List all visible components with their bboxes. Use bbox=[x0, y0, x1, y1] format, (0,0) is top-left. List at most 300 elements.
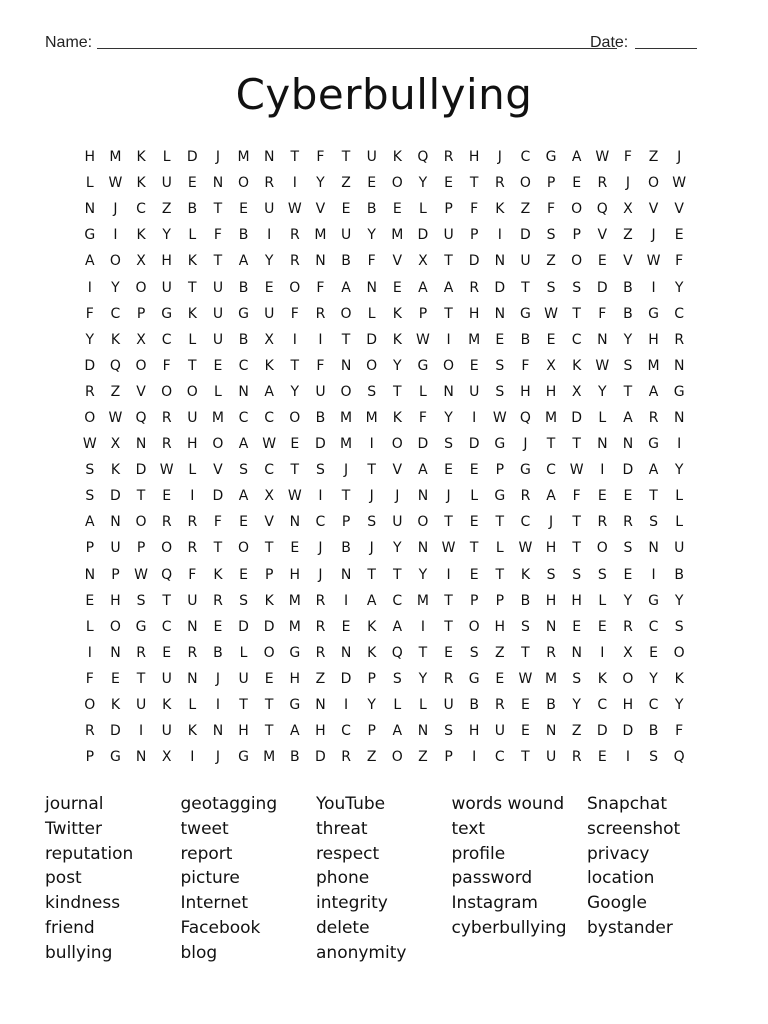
grid-cell[interactable]: I bbox=[472, 409, 477, 426]
grid-cell[interactable]: E bbox=[213, 618, 223, 635]
grid-cell[interactable]: H bbox=[187, 436, 198, 453]
grid-cell[interactable]: V bbox=[623, 253, 633, 270]
grid-cell[interactable]: U bbox=[494, 723, 505, 740]
grid-cell[interactable]: P bbox=[85, 540, 95, 557]
grid-cell[interactable]: N bbox=[238, 383, 249, 400]
grid-cell[interactable]: R bbox=[623, 514, 633, 531]
grid-cell[interactable]: M bbox=[340, 409, 353, 426]
grid-cell[interactable]: S bbox=[367, 383, 377, 400]
grid-cell[interactable]: N bbox=[135, 749, 147, 766]
grid-cell[interactable]: N bbox=[263, 149, 275, 166]
grid-cell[interactable]: N bbox=[673, 357, 685, 374]
grid-cell[interactable]: J bbox=[215, 670, 220, 687]
grid-cell[interactable]: T bbox=[572, 540, 581, 557]
grid-cell[interactable]: F bbox=[316, 149, 325, 166]
grid-cell[interactable]: M bbox=[545, 670, 558, 687]
grid-cell[interactable]: Y bbox=[623, 592, 633, 609]
grid-cell[interactable]: P bbox=[546, 175, 556, 192]
grid-cell[interactable]: B bbox=[623, 279, 633, 296]
grid-cell[interactable]: B bbox=[623, 305, 633, 322]
grid-cell[interactable]: C bbox=[546, 462, 556, 479]
grid-cell[interactable]: I bbox=[138, 723, 144, 740]
grid-cell[interactable]: S bbox=[239, 592, 248, 609]
grid-cell[interactable]: K bbox=[110, 697, 121, 714]
grid-cell[interactable]: E bbox=[111, 670, 120, 687]
grid-cell[interactable]: E bbox=[264, 670, 274, 687]
grid-cell[interactable]: E bbox=[469, 357, 479, 374]
grid-cell[interactable]: Y bbox=[674, 592, 684, 609]
grid-cell[interactable]: F bbox=[675, 723, 684, 740]
grid-cell[interactable]: R bbox=[84, 383, 95, 400]
grid-cell[interactable]: N bbox=[366, 279, 377, 296]
grid-cell[interactable]: F bbox=[213, 514, 222, 531]
grid-cell[interactable]: L bbox=[85, 618, 94, 635]
grid-cell[interactable]: O bbox=[109, 253, 121, 270]
grid-cell[interactable]: G bbox=[238, 305, 249, 322]
grid-cell[interactable]: N bbox=[622, 436, 634, 453]
grid-cell[interactable]: O bbox=[161, 383, 173, 400]
grid-cell[interactable]: U bbox=[110, 540, 121, 557]
grid-cell[interactable]: R bbox=[571, 749, 582, 766]
grid-cell[interactable]: Y bbox=[418, 566, 428, 583]
grid-cell[interactable]: Y bbox=[162, 227, 171, 244]
grid-cell[interactable]: K bbox=[674, 670, 684, 687]
grid-cell[interactable]: E bbox=[495, 331, 505, 348]
grid-cell[interactable]: Y bbox=[674, 279, 684, 296]
grid-cell[interactable]: N bbox=[417, 723, 429, 740]
grid-cell[interactable]: J bbox=[369, 540, 374, 557]
grid-cell[interactable]: S bbox=[623, 540, 633, 557]
grid-cell[interactable]: S bbox=[392, 670, 402, 687]
grid-cell[interactable]: E bbox=[85, 592, 95, 609]
grid-cell[interactable]: H bbox=[545, 540, 557, 557]
grid-cell[interactable]: X bbox=[136, 331, 146, 348]
grid-cell[interactable]: O bbox=[391, 175, 403, 192]
grid-cell[interactable]: C bbox=[136, 201, 146, 218]
grid-cell[interactable]: Z bbox=[315, 670, 326, 687]
grid-cell[interactable]: J bbox=[318, 566, 323, 583]
grid-cell[interactable]: N bbox=[84, 201, 96, 218]
grid-cell[interactable]: O bbox=[212, 436, 224, 453]
grid-cell[interactable]: C bbox=[648, 618, 659, 635]
grid-cell[interactable]: U bbox=[135, 697, 147, 714]
grid-cell[interactable]: E bbox=[239, 201, 248, 218]
grid-cell[interactable]: U bbox=[443, 227, 454, 244]
grid-cell[interactable]: O bbox=[443, 357, 455, 374]
grid-cell[interactable]: R bbox=[187, 644, 198, 661]
grid-cell[interactable]: C bbox=[520, 514, 531, 531]
grid-cell[interactable]: X bbox=[161, 749, 172, 766]
grid-cell[interactable]: T bbox=[495, 514, 505, 531]
grid-cell[interactable]: N bbox=[289, 514, 301, 531]
grid-cell[interactable]: E bbox=[495, 670, 505, 687]
grid-cell[interactable]: D bbox=[622, 723, 634, 740]
grid-cell[interactable]: B bbox=[290, 749, 300, 766]
grid-cell[interactable]: B bbox=[674, 566, 684, 583]
grid-cell[interactable]: N bbox=[110, 514, 121, 531]
grid-cell[interactable]: W bbox=[569, 462, 584, 479]
grid-cell[interactable]: G bbox=[648, 436, 659, 453]
grid-cell[interactable]: A bbox=[85, 514, 95, 531]
grid-cell[interactable]: I bbox=[651, 566, 656, 583]
grid-cell[interactable]: I bbox=[113, 227, 118, 244]
grid-cell[interactable]: L bbox=[675, 514, 684, 531]
grid-cell[interactable]: H bbox=[110, 592, 121, 609]
grid-cell[interactable]: A bbox=[571, 149, 582, 166]
grid-cell[interactable]: N bbox=[340, 644, 352, 661]
grid-cell[interactable]: E bbox=[623, 488, 633, 505]
grid-cell[interactable]: G bbox=[494, 436, 506, 453]
grid-cell[interactable]: T bbox=[341, 149, 351, 166]
grid-cell[interactable]: E bbox=[444, 462, 453, 479]
grid-cell[interactable]: T bbox=[136, 670, 146, 687]
grid-cell[interactable]: W bbox=[287, 488, 302, 505]
grid-cell[interactable]: G bbox=[289, 644, 301, 661]
grid-cell[interactable]: E bbox=[239, 566, 248, 583]
grid-cell[interactable]: T bbox=[341, 331, 351, 348]
grid-cell[interactable]: E bbox=[213, 357, 223, 374]
grid-cell[interactable]: V bbox=[213, 462, 223, 479]
grid-cell[interactable]: H bbox=[238, 723, 249, 740]
grid-cell[interactable]: Y bbox=[623, 331, 633, 348]
grid-cell[interactable]: S bbox=[623, 357, 633, 374]
grid-cell[interactable]: T bbox=[418, 644, 428, 661]
grid-cell[interactable]: O bbox=[340, 383, 352, 400]
grid-cell[interactable]: R bbox=[520, 488, 531, 505]
grid-cell[interactable]: R bbox=[648, 409, 659, 426]
grid-cell[interactable]: C bbox=[315, 514, 326, 531]
grid-cell[interactable]: K bbox=[572, 357, 582, 374]
grid-cell[interactable]: T bbox=[188, 279, 197, 296]
grid-cell[interactable]: T bbox=[495, 566, 505, 583]
grid-cell[interactable]: D bbox=[110, 723, 121, 740]
grid-cell[interactable]: D bbox=[622, 462, 634, 479]
grid-cell[interactable]: B bbox=[520, 592, 531, 609]
grid-cell[interactable]: P bbox=[469, 227, 479, 244]
grid-cell[interactable]: X bbox=[264, 488, 274, 505]
grid-cell[interactable]: B bbox=[366, 201, 377, 218]
grid-cell[interactable]: S bbox=[597, 566, 607, 583]
grid-cell[interactable]: H bbox=[315, 723, 326, 740]
grid-cell[interactable]: D bbox=[110, 488, 121, 505]
grid-cell[interactable]: M bbox=[391, 227, 404, 244]
grid-cell[interactable]: I bbox=[420, 618, 425, 635]
grid-cell[interactable]: J bbox=[523, 436, 528, 453]
grid-cell[interactable]: D bbox=[340, 670, 352, 687]
grid-cell[interactable]: C bbox=[571, 331, 582, 348]
grid-cell[interactable]: Y bbox=[393, 357, 402, 374]
grid-cell[interactable]: Z bbox=[341, 175, 351, 192]
grid-cell[interactable]: T bbox=[188, 357, 197, 374]
grid-cell[interactable]: X bbox=[571, 383, 582, 400]
grid-cell[interactable]: K bbox=[520, 566, 531, 583]
grid-cell[interactable]: W bbox=[134, 566, 148, 583]
grid-cell[interactable]: T bbox=[239, 697, 248, 714]
grid-cell[interactable]: L bbox=[188, 227, 197, 244]
grid-cell[interactable]: R bbox=[597, 514, 608, 531]
grid-cell[interactable]: Z bbox=[546, 253, 556, 270]
grid-cell[interactable]: C bbox=[392, 592, 403, 609]
grid-cell[interactable]: L bbox=[598, 409, 607, 426]
grid-cell[interactable]: T bbox=[649, 488, 658, 505]
grid-cell[interactable]: O bbox=[84, 697, 96, 714]
grid-cell[interactable]: P bbox=[367, 670, 376, 687]
grid-cell[interactable]: M bbox=[211, 409, 224, 426]
grid-cell[interactable]: A bbox=[392, 723, 403, 740]
grid-cell[interactable]: I bbox=[677, 436, 682, 453]
grid-cell[interactable]: P bbox=[341, 514, 351, 531]
grid-cell[interactable]: U bbox=[443, 697, 454, 714]
grid-cell[interactable]: A bbox=[546, 488, 556, 505]
grid-cell[interactable]: S bbox=[444, 723, 453, 740]
grid-cell[interactable]: U bbox=[392, 514, 403, 531]
grid-cell[interactable]: G bbox=[84, 227, 96, 244]
grid-cell[interactable]: Q bbox=[135, 409, 147, 426]
grid-cell[interactable]: Z bbox=[520, 201, 531, 218]
grid-cell[interactable]: Y bbox=[418, 670, 428, 687]
grid-cell[interactable]: V bbox=[392, 462, 403, 479]
grid-cell[interactable]: J bbox=[369, 488, 374, 505]
grid-cell[interactable]: X bbox=[623, 201, 633, 218]
grid-cell[interactable]: E bbox=[546, 331, 556, 348]
grid-cell[interactable]: M bbox=[468, 331, 481, 348]
grid-cell[interactable]: E bbox=[674, 227, 684, 244]
grid-cell[interactable]: S bbox=[367, 514, 377, 531]
grid-cell[interactable]: M bbox=[340, 436, 353, 453]
grid-cell[interactable]: B bbox=[213, 644, 223, 661]
grid-cell[interactable]: G bbox=[520, 305, 531, 322]
grid-cell[interactable]: N bbox=[187, 670, 198, 687]
grid-cell[interactable]: U bbox=[264, 305, 275, 322]
grid-cell[interactable]: G bbox=[161, 305, 173, 322]
grid-cell[interactable]: L bbox=[367, 305, 376, 322]
grid-cell[interactable]: U bbox=[545, 749, 557, 766]
grid-cell[interactable]: R bbox=[315, 644, 326, 661]
grid-cell[interactable]: T bbox=[444, 618, 453, 635]
grid-cell[interactable]: E bbox=[341, 618, 351, 635]
grid-cell[interactable]: Y bbox=[264, 253, 274, 270]
grid-cell[interactable]: S bbox=[649, 749, 658, 766]
grid-cell[interactable]: O bbox=[135, 279, 147, 296]
grid-cell[interactable]: T bbox=[521, 644, 530, 661]
grid-cell[interactable]: L bbox=[188, 331, 197, 348]
grid-cell[interactable]: Y bbox=[367, 697, 376, 714]
grid-cell[interactable]: L bbox=[239, 644, 248, 661]
grid-cell[interactable]: S bbox=[85, 462, 95, 479]
grid-cell[interactable]: O bbox=[340, 305, 352, 322]
grid-cell[interactable]: H bbox=[494, 618, 506, 635]
grid-cell[interactable]: L bbox=[419, 697, 427, 714]
grid-cell[interactable]: A bbox=[648, 462, 659, 479]
grid-cell[interactable]: F bbox=[675, 253, 684, 270]
grid-cell[interactable]: D bbox=[315, 749, 326, 766]
grid-cell[interactable]: H bbox=[648, 331, 659, 348]
grid-cell[interactable]: O bbox=[238, 175, 250, 192]
grid-cell[interactable]: D bbox=[186, 149, 198, 166]
grid-cell[interactable]: O bbox=[186, 383, 198, 400]
grid-cell[interactable]: E bbox=[597, 488, 607, 505]
grid-cell[interactable]: H bbox=[468, 149, 480, 166]
grid-cell[interactable]: J bbox=[215, 149, 220, 166]
grid-cell[interactable]: Y bbox=[290, 383, 300, 400]
grid-cell[interactable]: I bbox=[87, 644, 92, 661]
grid-cell[interactable]: O bbox=[596, 540, 608, 557]
grid-cell[interactable]: T bbox=[290, 462, 300, 479]
grid-cell[interactable]: E bbox=[623, 566, 633, 583]
grid-cell[interactable]: N bbox=[494, 305, 506, 322]
grid-cell[interactable]: Z bbox=[366, 749, 377, 766]
grid-cell[interactable]: G bbox=[289, 697, 301, 714]
grid-cell[interactable]: O bbox=[417, 514, 429, 531]
grid-cell[interactable]: R bbox=[443, 149, 454, 166]
grid-cell[interactable]: C bbox=[161, 331, 172, 348]
grid-cell[interactable]: K bbox=[110, 331, 121, 348]
grid-cell[interactable]: Y bbox=[111, 279, 120, 296]
grid-cell[interactable]: I bbox=[343, 592, 349, 609]
grid-cell[interactable]: N bbox=[212, 175, 224, 192]
grid-cell[interactable]: R bbox=[84, 723, 95, 740]
grid-cell[interactable]: K bbox=[367, 618, 377, 635]
grid-cell[interactable]: N bbox=[212, 723, 224, 740]
grid-cell[interactable]: T bbox=[393, 383, 402, 400]
grid-cell[interactable]: V bbox=[597, 227, 608, 244]
grid-cell[interactable]: B bbox=[469, 697, 479, 714]
grid-cell[interactable]: N bbox=[110, 644, 121, 661]
grid-cell[interactable]: U bbox=[340, 227, 352, 244]
grid-cell[interactable]: I bbox=[446, 566, 451, 583]
grid-cell[interactable]: J bbox=[318, 540, 323, 557]
grid-cell[interactable]: O bbox=[673, 644, 685, 661]
grid-cell[interactable]: L bbox=[470, 488, 479, 505]
grid-cell[interactable]: R bbox=[315, 305, 326, 322]
grid-cell[interactable]: L bbox=[419, 383, 427, 400]
grid-cell[interactable]: P bbox=[136, 305, 146, 322]
grid-cell[interactable]: I bbox=[215, 697, 220, 714]
grid-cell[interactable]: W bbox=[595, 357, 610, 374]
grid-cell[interactable]: W bbox=[416, 331, 430, 348]
grid-cell[interactable]: D bbox=[366, 331, 378, 348]
grid-cell[interactable]: N bbox=[84, 566, 96, 583]
grid-cell[interactable]: L bbox=[495, 540, 504, 557]
grid-cell[interactable]: C bbox=[238, 409, 249, 426]
grid-cell[interactable]: W bbox=[518, 670, 533, 687]
grid-cell[interactable]: X bbox=[110, 436, 121, 453]
grid-cell[interactable]: T bbox=[521, 749, 530, 766]
grid-cell[interactable]: K bbox=[187, 305, 197, 322]
grid-cell[interactable]: J bbox=[548, 514, 554, 531]
name-line[interactable] bbox=[97, 48, 617, 49]
grid-cell[interactable]: S bbox=[674, 618, 684, 635]
grid-cell[interactable]: B bbox=[238, 279, 249, 296]
grid-cell[interactable]: D bbox=[212, 488, 224, 505]
grid-cell[interactable]: L bbox=[214, 383, 222, 400]
grid-cell[interactable]: I bbox=[318, 331, 323, 348]
grid-cell[interactable]: S bbox=[520, 618, 530, 635]
grid-cell[interactable]: F bbox=[623, 149, 632, 166]
grid-cell[interactable]: N bbox=[340, 357, 352, 374]
grid-cell[interactable]: U bbox=[161, 670, 172, 687]
grid-cell[interactable]: W bbox=[108, 409, 123, 426]
grid-cell[interactable]: Z bbox=[495, 644, 505, 661]
grid-cell[interactable]: E bbox=[597, 253, 607, 270]
grid-cell[interactable]: H bbox=[545, 383, 557, 400]
grid-cell[interactable]: M bbox=[416, 592, 429, 609]
grid-cell[interactable]: E bbox=[392, 201, 402, 218]
grid-cell[interactable]: G bbox=[520, 462, 531, 479]
grid-cell[interactable]: E bbox=[187, 175, 197, 192]
grid-cell[interactable]: P bbox=[111, 566, 120, 583]
grid-cell[interactable]: N bbox=[315, 253, 326, 270]
grid-cell[interactable]: L bbox=[419, 201, 427, 218]
grid-cell[interactable]: R bbox=[161, 436, 172, 453]
grid-cell[interactable]: D bbox=[494, 279, 506, 296]
grid-cell[interactable]: D bbox=[596, 279, 608, 296]
grid-cell[interactable]: O bbox=[109, 618, 121, 635]
grid-cell[interactable]: T bbox=[264, 697, 274, 714]
grid-cell[interactable]: W bbox=[646, 253, 661, 270]
grid-cell[interactable]: E bbox=[597, 749, 607, 766]
grid-cell[interactable]: Y bbox=[85, 331, 95, 348]
grid-cell[interactable]: L bbox=[188, 697, 197, 714]
grid-cell[interactable]: N bbox=[135, 436, 147, 453]
grid-cell[interactable]: P bbox=[418, 305, 428, 322]
grid-cell[interactable]: F bbox=[521, 357, 530, 374]
grid-cell[interactable]: O bbox=[135, 514, 147, 531]
grid-cell[interactable]: I bbox=[292, 175, 297, 192]
grid-cell[interactable]: G bbox=[673, 383, 685, 400]
grid-cell[interactable]: U bbox=[469, 383, 480, 400]
grid-cell[interactable]: T bbox=[469, 540, 479, 557]
grid-cell[interactable]: C bbox=[648, 697, 659, 714]
grid-cell[interactable]: B bbox=[238, 227, 249, 244]
grid-cell[interactable]: P bbox=[444, 201, 453, 218]
grid-cell[interactable]: K bbox=[162, 697, 172, 714]
grid-cell[interactable]: S bbox=[315, 462, 325, 479]
grid-cell[interactable]: A bbox=[341, 279, 351, 296]
grid-cell[interactable]: L bbox=[188, 462, 197, 479]
grid-cell[interactable]: J bbox=[343, 462, 349, 479]
grid-cell[interactable]: U bbox=[674, 540, 685, 557]
grid-cell[interactable]: K bbox=[392, 331, 402, 348]
grid-cell[interactable]: E bbox=[239, 514, 248, 531]
grid-cell[interactable]: A bbox=[264, 383, 274, 400]
grid-cell[interactable]: E bbox=[392, 279, 402, 296]
grid-cell[interactable]: R bbox=[546, 644, 556, 661]
grid-cell[interactable]: Y bbox=[598, 383, 607, 400]
grid-cell[interactable]: J bbox=[215, 749, 220, 766]
grid-cell[interactable]: K bbox=[392, 305, 402, 322]
grid-cell[interactable]: O bbox=[289, 279, 301, 296]
grid-cell[interactable]: J bbox=[625, 175, 630, 192]
grid-cell[interactable]: P bbox=[495, 462, 505, 479]
grid-cell[interactable]: Y bbox=[444, 409, 453, 426]
grid-cell[interactable]: A bbox=[290, 723, 300, 740]
grid-cell[interactable]: E bbox=[649, 644, 658, 661]
grid-cell[interactable]: N bbox=[187, 618, 198, 635]
grid-cell[interactable]: N bbox=[597, 331, 608, 348]
grid-cell[interactable]: G bbox=[545, 149, 557, 166]
grid-cell[interactable]: U bbox=[315, 383, 326, 400]
grid-cell[interactable]: F bbox=[470, 201, 479, 218]
grid-cell[interactable]: M bbox=[237, 149, 250, 166]
grid-cell[interactable]: B bbox=[648, 723, 659, 740]
grid-cell[interactable]: K bbox=[136, 175, 146, 192]
grid-cell[interactable]: R bbox=[161, 409, 172, 426]
grid-cell[interactable]: E bbox=[264, 279, 274, 296]
grid-cell[interactable]: U bbox=[212, 279, 224, 296]
grid-cell[interactable]: G bbox=[494, 488, 506, 505]
grid-cell[interactable]: D bbox=[417, 227, 429, 244]
